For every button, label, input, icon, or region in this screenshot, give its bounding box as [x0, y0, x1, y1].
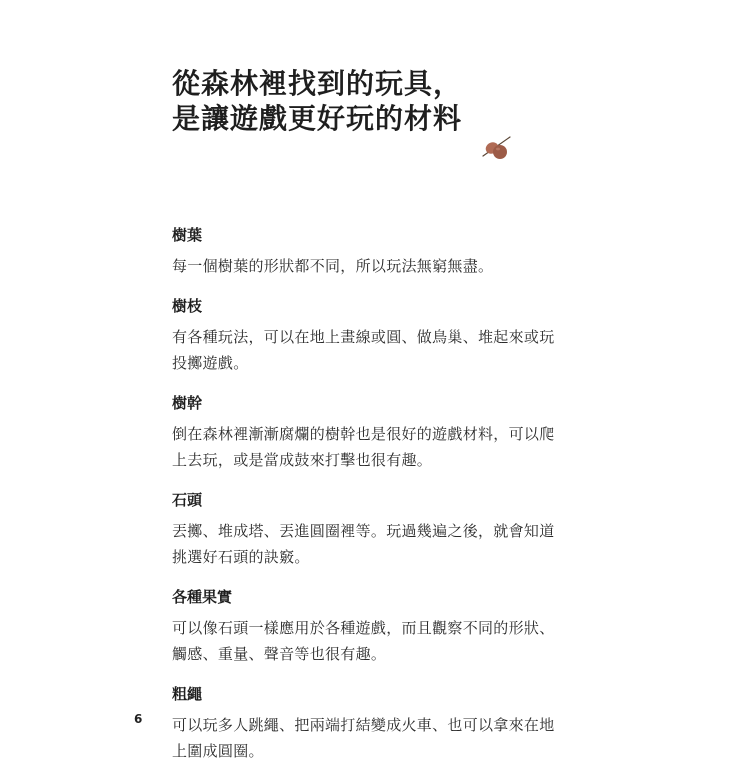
section-rope [172, 683, 572, 764]
page-title [172, 66, 462, 136]
section-body [172, 421, 572, 473]
toy-material-list [172, 224, 572, 764]
body-line: 上圍成圓圈。 [172, 742, 264, 760]
section-body [172, 518, 572, 570]
section-body [172, 324, 572, 376]
section-title: 石頭 [172, 491, 203, 509]
body-line: 投擲遊戲。 [172, 354, 249, 372]
body-line: 丟擲、堆成塔、丟進圓圈裡等。玩過幾遍之後，就會知道 [172, 522, 555, 540]
section-fruits [172, 586, 572, 667]
body-line: 可以像石頭一樣應用於各種遊戲，而且觀察不同的形狀、 [172, 619, 555, 637]
section-title: 粗繩 [172, 685, 203, 703]
section-branches [172, 295, 572, 376]
section-title: 樹枝 [172, 297, 203, 315]
body-line: 觸感、重量、聲音等也很有趣。 [172, 645, 387, 663]
section-stones [172, 489, 572, 570]
section-title: 樹幹 [172, 394, 203, 412]
section-body [172, 253, 572, 279]
section-leaves [172, 224, 572, 279]
acorn-icon [480, 130, 516, 166]
section-body [172, 615, 572, 667]
body-line: 每一個樹葉的形狀都不同，所以玩法無窮無盡。 [172, 257, 494, 275]
section-trunks [172, 392, 572, 473]
title-line-2: 是讓遊戲更好玩的材料 [172, 102, 463, 135]
body-line: 可以玩多人跳繩、把兩端打結變成火車、也可以拿來在地 [172, 716, 555, 734]
section-title: 樹葉 [172, 226, 203, 244]
body-line: 挑選好石頭的訣竅。 [172, 548, 310, 566]
section-title: 各種果實 [172, 588, 233, 606]
body-line: 倒在森林裡漸漸腐爛的樹幹也是很好的遊戲材料，可以爬 [172, 425, 555, 443]
page-number: 6 [134, 712, 143, 726]
body-line: 上去玩，或是當成鼓來打擊也很有趣。 [172, 451, 433, 469]
title-line-1: 從森林裡找到的玩具， [172, 67, 463, 100]
body-line: 有各種玩法，可以在地上畫線或圓、做鳥巢、堆起來或玩 [172, 328, 555, 346]
section-body [172, 712, 572, 764]
